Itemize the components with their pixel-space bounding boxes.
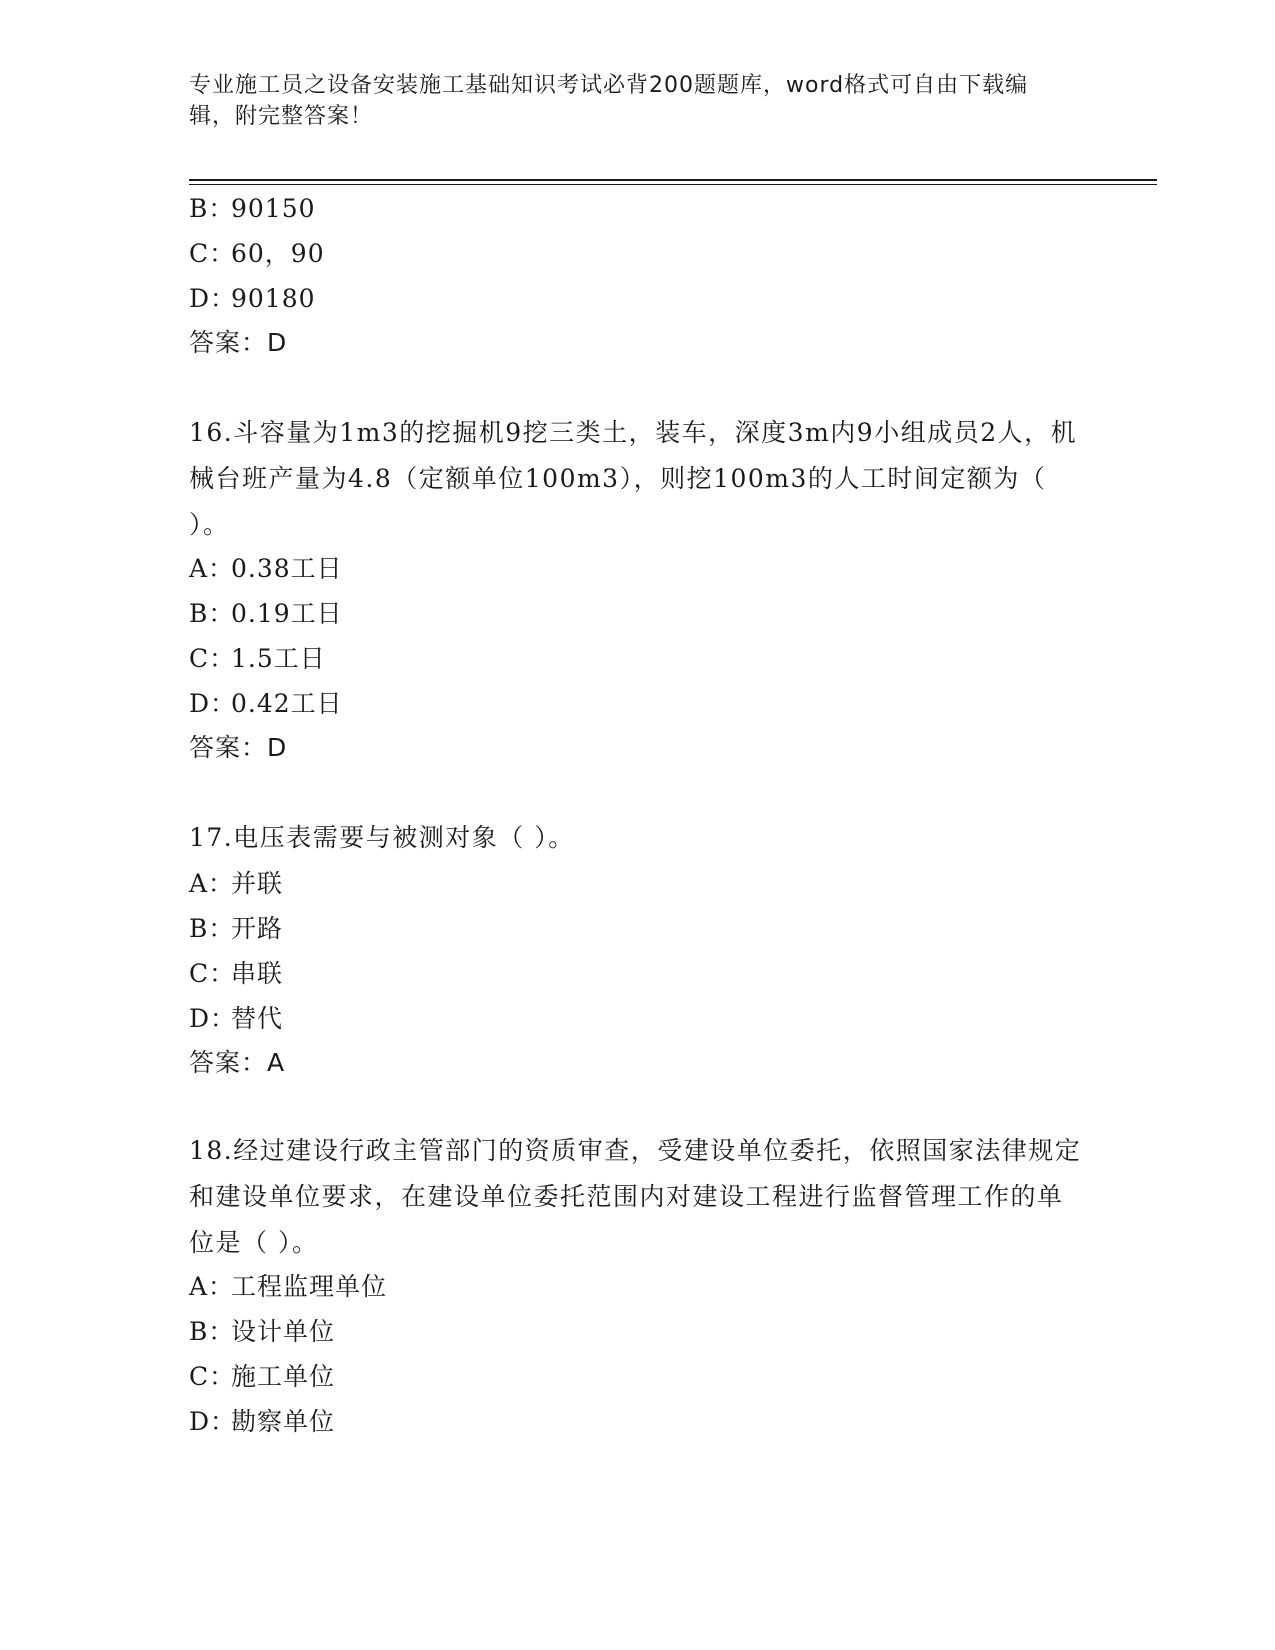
option-text: 0.19工日 (231, 599, 343, 628)
q15-option-b (189, 193, 316, 225)
q16-option-b (189, 598, 343, 630)
option-text: 串联 (231, 959, 284, 988)
q17-stem: 17.电压表需要与被测对象（ ）。 (189, 823, 575, 852)
q18-option-c (189, 1361, 335, 1393)
option-text: 90180 (231, 284, 316, 313)
option-text: 替代 (231, 1004, 284, 1033)
q17-option-b (189, 913, 283, 945)
q16-option-a (189, 553, 343, 585)
header-divider-thick (189, 179, 1157, 181)
option-text: 60，90 (231, 239, 325, 268)
q16-stem: 16.斗容量为1m3的挖掘机9挖三类土，装车，深度3m内9小组成员2人，机械台班产量为4.8（定额单位100m3），则挖100m3的人工时间定额为（ ）。 (189, 418, 1078, 539)
option-text: 1.5工日 (231, 644, 326, 673)
option-text: 勘察单位 (231, 1407, 336, 1436)
option-key: B： (189, 1317, 235, 1346)
q18-option-d (189, 1406, 335, 1438)
option-text: 工程监理单位 (231, 1272, 388, 1301)
q15-option-c (189, 238, 325, 270)
option-key: B： (189, 194, 235, 223)
q17-option-d (189, 1003, 283, 1035)
q17-option-a (189, 868, 283, 900)
option-text: 90150 (231, 194, 316, 223)
option-key: C： (189, 959, 236, 988)
q15-answer: 答案：D (189, 328, 288, 357)
option-key: D： (189, 1004, 237, 1033)
option-text: 设计单位 (231, 1317, 336, 1346)
option-text: 施工单位 (231, 1362, 336, 1391)
option-text: 0.42工日 (231, 689, 343, 718)
option-key: B： (189, 914, 235, 943)
option-text: 并联 (231, 869, 284, 898)
q15-option-d (189, 283, 316, 315)
q16-option-c (189, 643, 326, 675)
q18-option-a (189, 1271, 387, 1303)
document-header: 专业施工员之设备安装施工基础知识考试必背200题题库，word格式可自由下载编辑，附完整答案！ (189, 73, 1029, 129)
q18-option-b (189, 1316, 335, 1348)
option-key: B： (189, 599, 235, 628)
q18-stem: 18.经过建设行政主管部门的资质审查，受建设单位委托，依照国家法律规定和建设单位要求，在建设单位委托范围内对建设工程进行监督管理工作的单位是（ ）。 (189, 1136, 1082, 1257)
q17-answer: 答案：A (189, 1048, 286, 1077)
option-key: D： (189, 689, 237, 718)
option-key: A： (189, 869, 235, 898)
option-key: C： (189, 644, 236, 673)
option-key: D： (189, 1407, 237, 1436)
option-key: C： (189, 239, 236, 268)
q17-option-c (189, 958, 283, 990)
option-key: A： (189, 1272, 235, 1301)
q16-option-d (189, 688, 343, 720)
header-divider-thin (189, 184, 1157, 185)
option-key: A： (189, 554, 235, 583)
option-text: 开路 (231, 914, 284, 943)
q16-answer: 答案：D (189, 733, 288, 762)
option-key: C： (189, 1362, 236, 1391)
option-key: D： (189, 284, 237, 313)
option-text: 0.38工日 (231, 554, 343, 583)
